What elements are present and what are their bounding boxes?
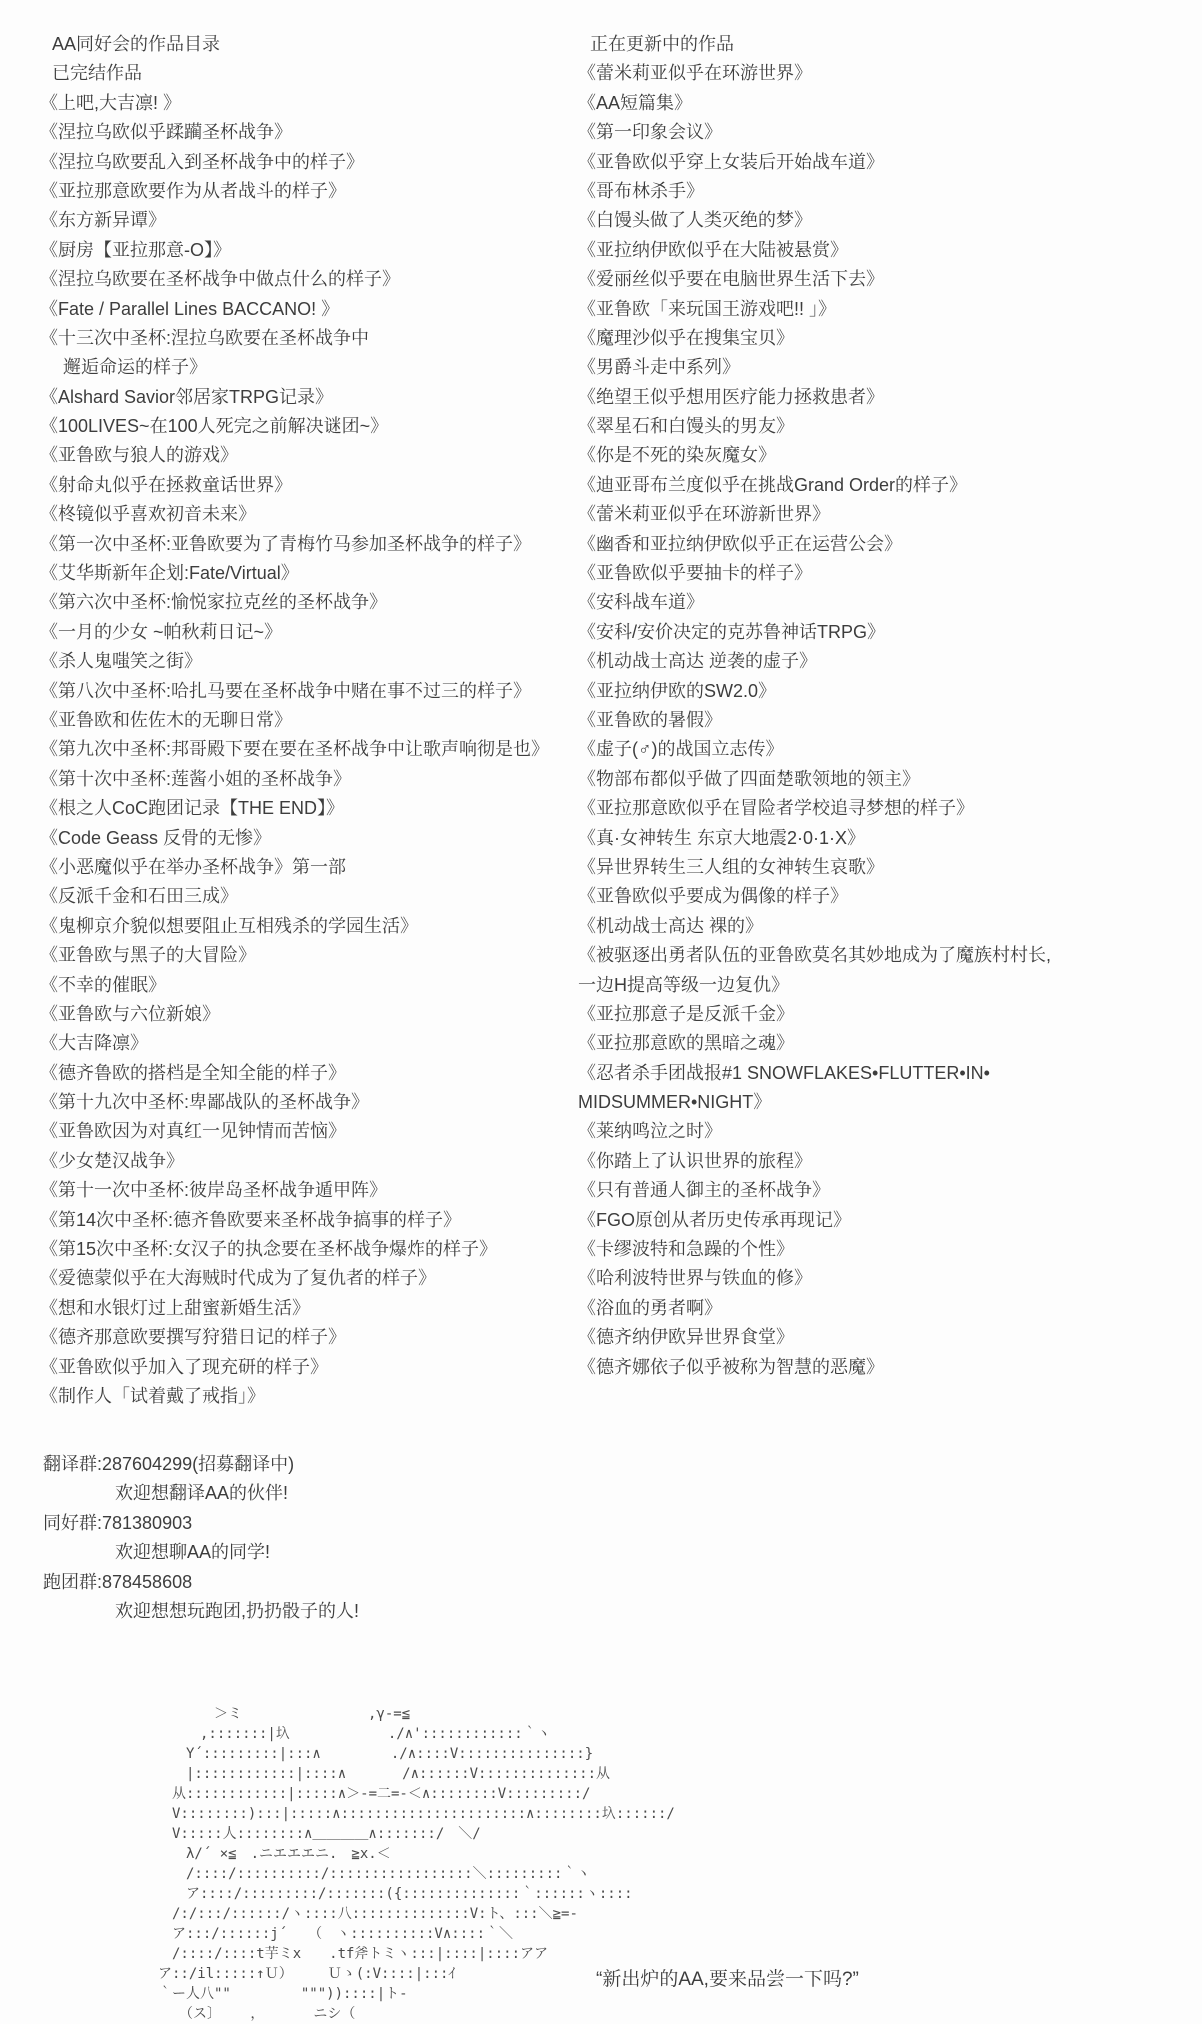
ascii-art-line: ,:::::::|圦 ./∧'::::::::::::｀ヽ xyxy=(158,1726,551,1742)
qq-group-number-line: 同好群:781380903 xyxy=(43,1512,193,1533)
work-title: 《柊镜似乎喜欢初音未来》 xyxy=(40,504,256,525)
work-title: 《Code Geass 反骨的无惨》 xyxy=(40,827,272,848)
work-title: 《亚拉那意子是反派千金》 xyxy=(578,1003,794,1024)
work-title: 《杀人鬼嗤笑之街》 xyxy=(40,651,202,672)
completed-works-column xyxy=(40,30,570,1411)
completed-works-list xyxy=(40,89,570,1412)
qq-group-entry xyxy=(43,1450,359,1509)
qq-group-note-line: 欢迎想想玩跑团,扔扔骰子的人! xyxy=(115,1600,360,1621)
work-title: 《亚鲁欧与六位新娘》 xyxy=(40,1003,220,1024)
qq-group-info xyxy=(43,1450,359,1626)
work-title: 《第八次中圣杯:哈扎马要在圣杯战争中赌在事不过三的样子》 xyxy=(40,680,531,701)
updating-works-column xyxy=(578,30,1188,1382)
ascii-art-line: Y´:::::::::|:::∧ ./∧::::V:::::::::::::::} xyxy=(158,1746,594,1762)
work-title: 《亚鲁欧似乎穿上女装后开始战车道》 xyxy=(578,151,884,172)
qq-group-number-line: 跑团群:878458608 xyxy=(43,1571,193,1592)
qq-group-note-line: 欢迎想聊AA的同学! xyxy=(115,1542,271,1563)
ascii-art-line: /::::/::::::::::/:::::::::::::::::＼:::::::::｀ヽ xyxy=(158,1866,591,1882)
work-title: 《第15次中圣杯:女汉子的执念要在圣杯战争爆炸的样子》 xyxy=(40,1239,498,1260)
work-title: 《安科/安价决定的克苏鲁神话TRPG》 xyxy=(578,621,886,642)
work-title: 《第六次中圣杯:愉悦家拉克丝的圣杯战争》 xyxy=(40,592,387,613)
qq-group-note-line: 欢迎想翻译AA的伙伴! xyxy=(115,1483,289,1504)
work-title: 《小恶魔似乎在举办圣杯战争》第一部 xyxy=(40,856,346,877)
ascii-art-line: ア:::/::::::j´ （ ヽ::::::::::V∧::::｀＼ xyxy=(158,1926,514,1942)
work-title: 《真·女神转生 东京大地震2·0·1·X》 xyxy=(578,827,866,848)
work-title: 《亚拉那意欧要作为从者战斗的样子》 xyxy=(40,180,346,201)
work-title: 《机动战士高达 逆袭的虚子》 xyxy=(578,651,817,672)
ascii-art-line: |::::::::::::|::::∧ /∧::::::V::::::::::::::从 xyxy=(158,1766,611,1782)
work-title: 《蕾米莉亚似乎在环游世界》 xyxy=(578,63,812,84)
work-title: 《第一次中圣杯:亚鲁欧要为了青梅竹马参加圣杯战争的样子》 xyxy=(40,533,531,554)
work-title: 《第十次中圣杯:莲酱小姐的圣杯战争》 xyxy=(40,768,351,789)
work-title: 《一月的少女 ~帕秋莉日记~》 xyxy=(40,621,283,642)
work-title: 《亚鲁欧与黑子的大冒险》 xyxy=(40,945,256,966)
work-title: 《翠星石和白馒头的男友》 xyxy=(578,416,794,437)
work-title: 《第九次中圣杯:邦哥殿下要在要在圣杯战争中让歌声响彻是也》 xyxy=(40,739,549,760)
work-title: 《浴血的勇者啊》 xyxy=(578,1297,722,1318)
work-title: 《AA短篇集》 xyxy=(578,92,693,113)
ascii-art-line: ア::/il:::::↑Ｕ） Ｕゝ(:V::::|:::ｲ xyxy=(158,1966,456,1982)
work-title: 《第十九次中圣杯:卑鄙战队的圣杯战争》 xyxy=(40,1092,369,1113)
work-title: 《只有普通人御主的圣杯战争》 xyxy=(578,1180,830,1201)
catalog-title: AA同好会的作品目录 xyxy=(52,34,221,54)
work-title: 《100LIVES~在100人死完之前解决谜团~》 xyxy=(40,416,389,437)
work-title: 《卡缪波特和急躁的个性》 xyxy=(578,1239,794,1260)
qq-group-entry xyxy=(43,1568,359,1627)
work-title: 《鬼柳京介貌似想要阻止互相残杀的学园生活》 xyxy=(40,915,418,936)
work-title: 《第十一次中圣杯:彼岸岛圣杯战争遁甲阵》 xyxy=(40,1180,387,1201)
work-title: 《德齐那意欧要撰写狩猎日记的样子》 xyxy=(40,1327,346,1348)
work-title: 《涅拉乌欧似乎蹂躏圣杯战争》 xyxy=(40,122,292,143)
work-title: 《少女楚汉战争》 xyxy=(40,1150,184,1171)
work-title: 《忍者杀手团战报#1 SNOWFLAKES•FLUTTER•IN• xyxy=(578,1062,990,1083)
work-title: 《涅拉乌欧要乱入到圣杯战争中的样子》 xyxy=(40,151,364,172)
work-title: 《上吧,大吉凛! 》 xyxy=(40,92,182,113)
work-title: 《男爵斗走中系列》 xyxy=(578,357,740,378)
work-title: 《蕾米莉亚似乎在环游新世界》 xyxy=(578,504,830,525)
work-title: 《哥布林杀手》 xyxy=(578,180,704,201)
work-title: 《亚拉纳伊欧的SW2.0》 xyxy=(578,680,777,701)
ascii-art-line: ア::::/:::::::::/:::::::({::::::::::::::｀::::::ヽ:::: xyxy=(158,1886,633,1902)
footer-quote: “新出炉的AA,要来品尝一下吗?” xyxy=(596,1969,859,1990)
ascii-art-line: V::::::::):::|:::::∧::::::::::::::::::::::∧::::::::圦::::::/ xyxy=(158,1806,675,1822)
work-title: MIDSUMMER•NIGHT》 xyxy=(578,1092,772,1113)
work-title: 《亚拉纳伊欧似乎在大陆被悬赏》 xyxy=(578,239,848,260)
work-title: 《根之人CoC跑团记录【THE END】》 xyxy=(40,798,345,819)
work-title: 《厨房【亚拉那意-O】》 xyxy=(40,239,231,260)
work-title: 《亚鲁欧与狼人的游戏》 xyxy=(40,445,238,466)
work-title: 《亚拉那意欧似乎在冒险者学校追寻梦想的样子》 xyxy=(578,798,974,819)
work-title: 《大吉降凛》 xyxy=(40,1033,148,1054)
work-title: 《幽香和亚拉纳伊欧似乎正在运营公会》 xyxy=(578,533,902,554)
qq-group-number-line: 翻译群:287604299(招募翻译中) xyxy=(43,1454,295,1474)
work-title: 《亚鲁欧似乎加入了现充研的样子》 xyxy=(40,1356,328,1377)
completed-works-heading: 已完结作品 xyxy=(52,63,142,84)
work-title: 《魔理沙似乎在搜集宝贝》 xyxy=(578,327,794,348)
work-title: 《德齐纳伊欧异世界食堂》 xyxy=(578,1327,794,1348)
work-title: 《哈利波特世界与铁血的修》 xyxy=(578,1268,812,1289)
work-title: 《你踏上了认识世界的旅程》 xyxy=(578,1150,812,1171)
work-title: 《机动战士高达 裸的》 xyxy=(578,915,763,936)
work-title: 《你是不死的染灰魔女》 xyxy=(578,445,776,466)
work-title: 《迪亚哥布兰度似乎在挑战Grand Order的样子》 xyxy=(578,474,968,495)
ascii-art-line: V:::::人::::::::∧＿＿＿＿∧:::::::/ ＼/ xyxy=(158,1826,481,1842)
work-title: 《虚子(♂)的战国立志传》 xyxy=(578,739,784,760)
work-title: 《德齐鲁欧的搭档是全知全能的样子》 xyxy=(40,1062,346,1083)
work-title: 《亚鲁欧似乎要抽卡的样子》 xyxy=(578,563,812,584)
work-title: 邂逅命运的样子》 xyxy=(40,357,208,378)
work-title: 《绝望王似乎想用医疗能力拯救患者》 xyxy=(578,386,884,407)
qq-group-entry xyxy=(43,1509,359,1568)
work-title: 《FGO原创从者历史传承再现记》 xyxy=(578,1209,851,1230)
work-title: 《东方新异谭》 xyxy=(40,210,166,231)
work-title: 《亚鲁欧似乎要成为偶像的样子》 xyxy=(578,886,848,907)
work-title: 《爱德蒙似乎在大海贼时代成为了复仇者的样子》 xyxy=(40,1268,436,1289)
work-title: 《不幸的催眠》 xyxy=(40,974,166,995)
work-title: 《物部布都似乎做了四面楚歌领地的领主》 xyxy=(578,768,920,789)
work-title: 《白馒头做了人类灭绝的梦》 xyxy=(578,210,812,231)
work-title: 《德齐娜依子似乎被称为智慧的恶魔》 xyxy=(578,1356,884,1377)
ascii-art-line: ｀ー人八"" """))::::|ト- xyxy=(158,1986,408,2002)
work-title: 《Alshard Savior邻居家TRPG记录》 xyxy=(40,386,334,407)
work-title: 《十三次中圣杯:涅拉乌欧要在圣杯战争中 xyxy=(40,327,369,348)
work-title: 《亚鲁欧「来玩国王游戏吧!! 」》 xyxy=(578,298,837,319)
work-title: 《安科战车道》 xyxy=(578,592,704,613)
ascii-art-line: ＞ミ ,γ-=≦ xyxy=(158,1706,411,1722)
work-title: 《异世界转生三人组的女神转生哀歌》 xyxy=(578,856,884,877)
work-title: 《射命丸似乎在拯救童话世界》 xyxy=(40,474,292,495)
work-title: 《莱纳鸣泣之时》 xyxy=(578,1121,722,1142)
updating-works-heading: 正在更新中的作品 xyxy=(590,34,734,54)
ascii-art-line: 从::::::::::::|:::::∧＞-=二=-＜∧::::::::V:::::::::/ xyxy=(158,1786,591,1802)
work-title: 《反派千金和石田三成》 xyxy=(40,886,238,907)
work-title: 《想和水银灯过上甜蜜新婚生活》 xyxy=(40,1297,310,1318)
ascii-art-line: /::::/::::t芋ミx .tf斧トミヽ:::|::::|::::アア xyxy=(158,1946,549,1962)
work-title: 《第一印象会议》 xyxy=(578,122,722,143)
ascii-art-line: λ/´ ×≦ .ニエエエニ. ≧x.＜ xyxy=(158,1846,391,1862)
ascii-art-line: /:/:::/::::::/ヽ::::八::::::::::::::V:ト、:::＼≧=- xyxy=(158,1906,578,1922)
work-title: 《涅拉乌欧要在圣杯战争中做点什么的样子》 xyxy=(40,269,400,290)
work-title: 《亚鲁欧因为对真红一见钟情而苦恼》 xyxy=(40,1121,346,1142)
work-title: 一边H提高等级一边复仇》 xyxy=(578,974,789,995)
work-title: 《亚拉那意欧的黑暗之魂》 xyxy=(578,1033,794,1054)
updating-works-list xyxy=(578,59,1188,1382)
work-title: 《亚鲁欧的暑假》 xyxy=(578,709,722,730)
work-title: 《Fate / Parallel Lines BACCANO! 》 xyxy=(40,298,340,319)
work-title: 《被驱逐出勇者队伍的亚鲁欧莫名其妙地成为了魔族村村长, xyxy=(578,945,1051,966)
work-title: 《亚鲁欧和佐佐木的无聊日常》 xyxy=(40,709,292,730)
work-title: 《制作人「试着戴了戒指」》 xyxy=(40,1385,265,1406)
work-title: 《艾华斯新年企划:Fate/Virtual》 xyxy=(40,563,299,584)
work-title: 《第14次中圣杯:德齐鲁欧要来圣杯战争搞事的样子》 xyxy=(40,1209,462,1230)
ascii-art-line: （ス〕 ， ニシ（ xyxy=(158,2006,356,2022)
work-title: 《爱丽丝似乎要在电脑世界生活下去》 xyxy=(578,269,884,290)
